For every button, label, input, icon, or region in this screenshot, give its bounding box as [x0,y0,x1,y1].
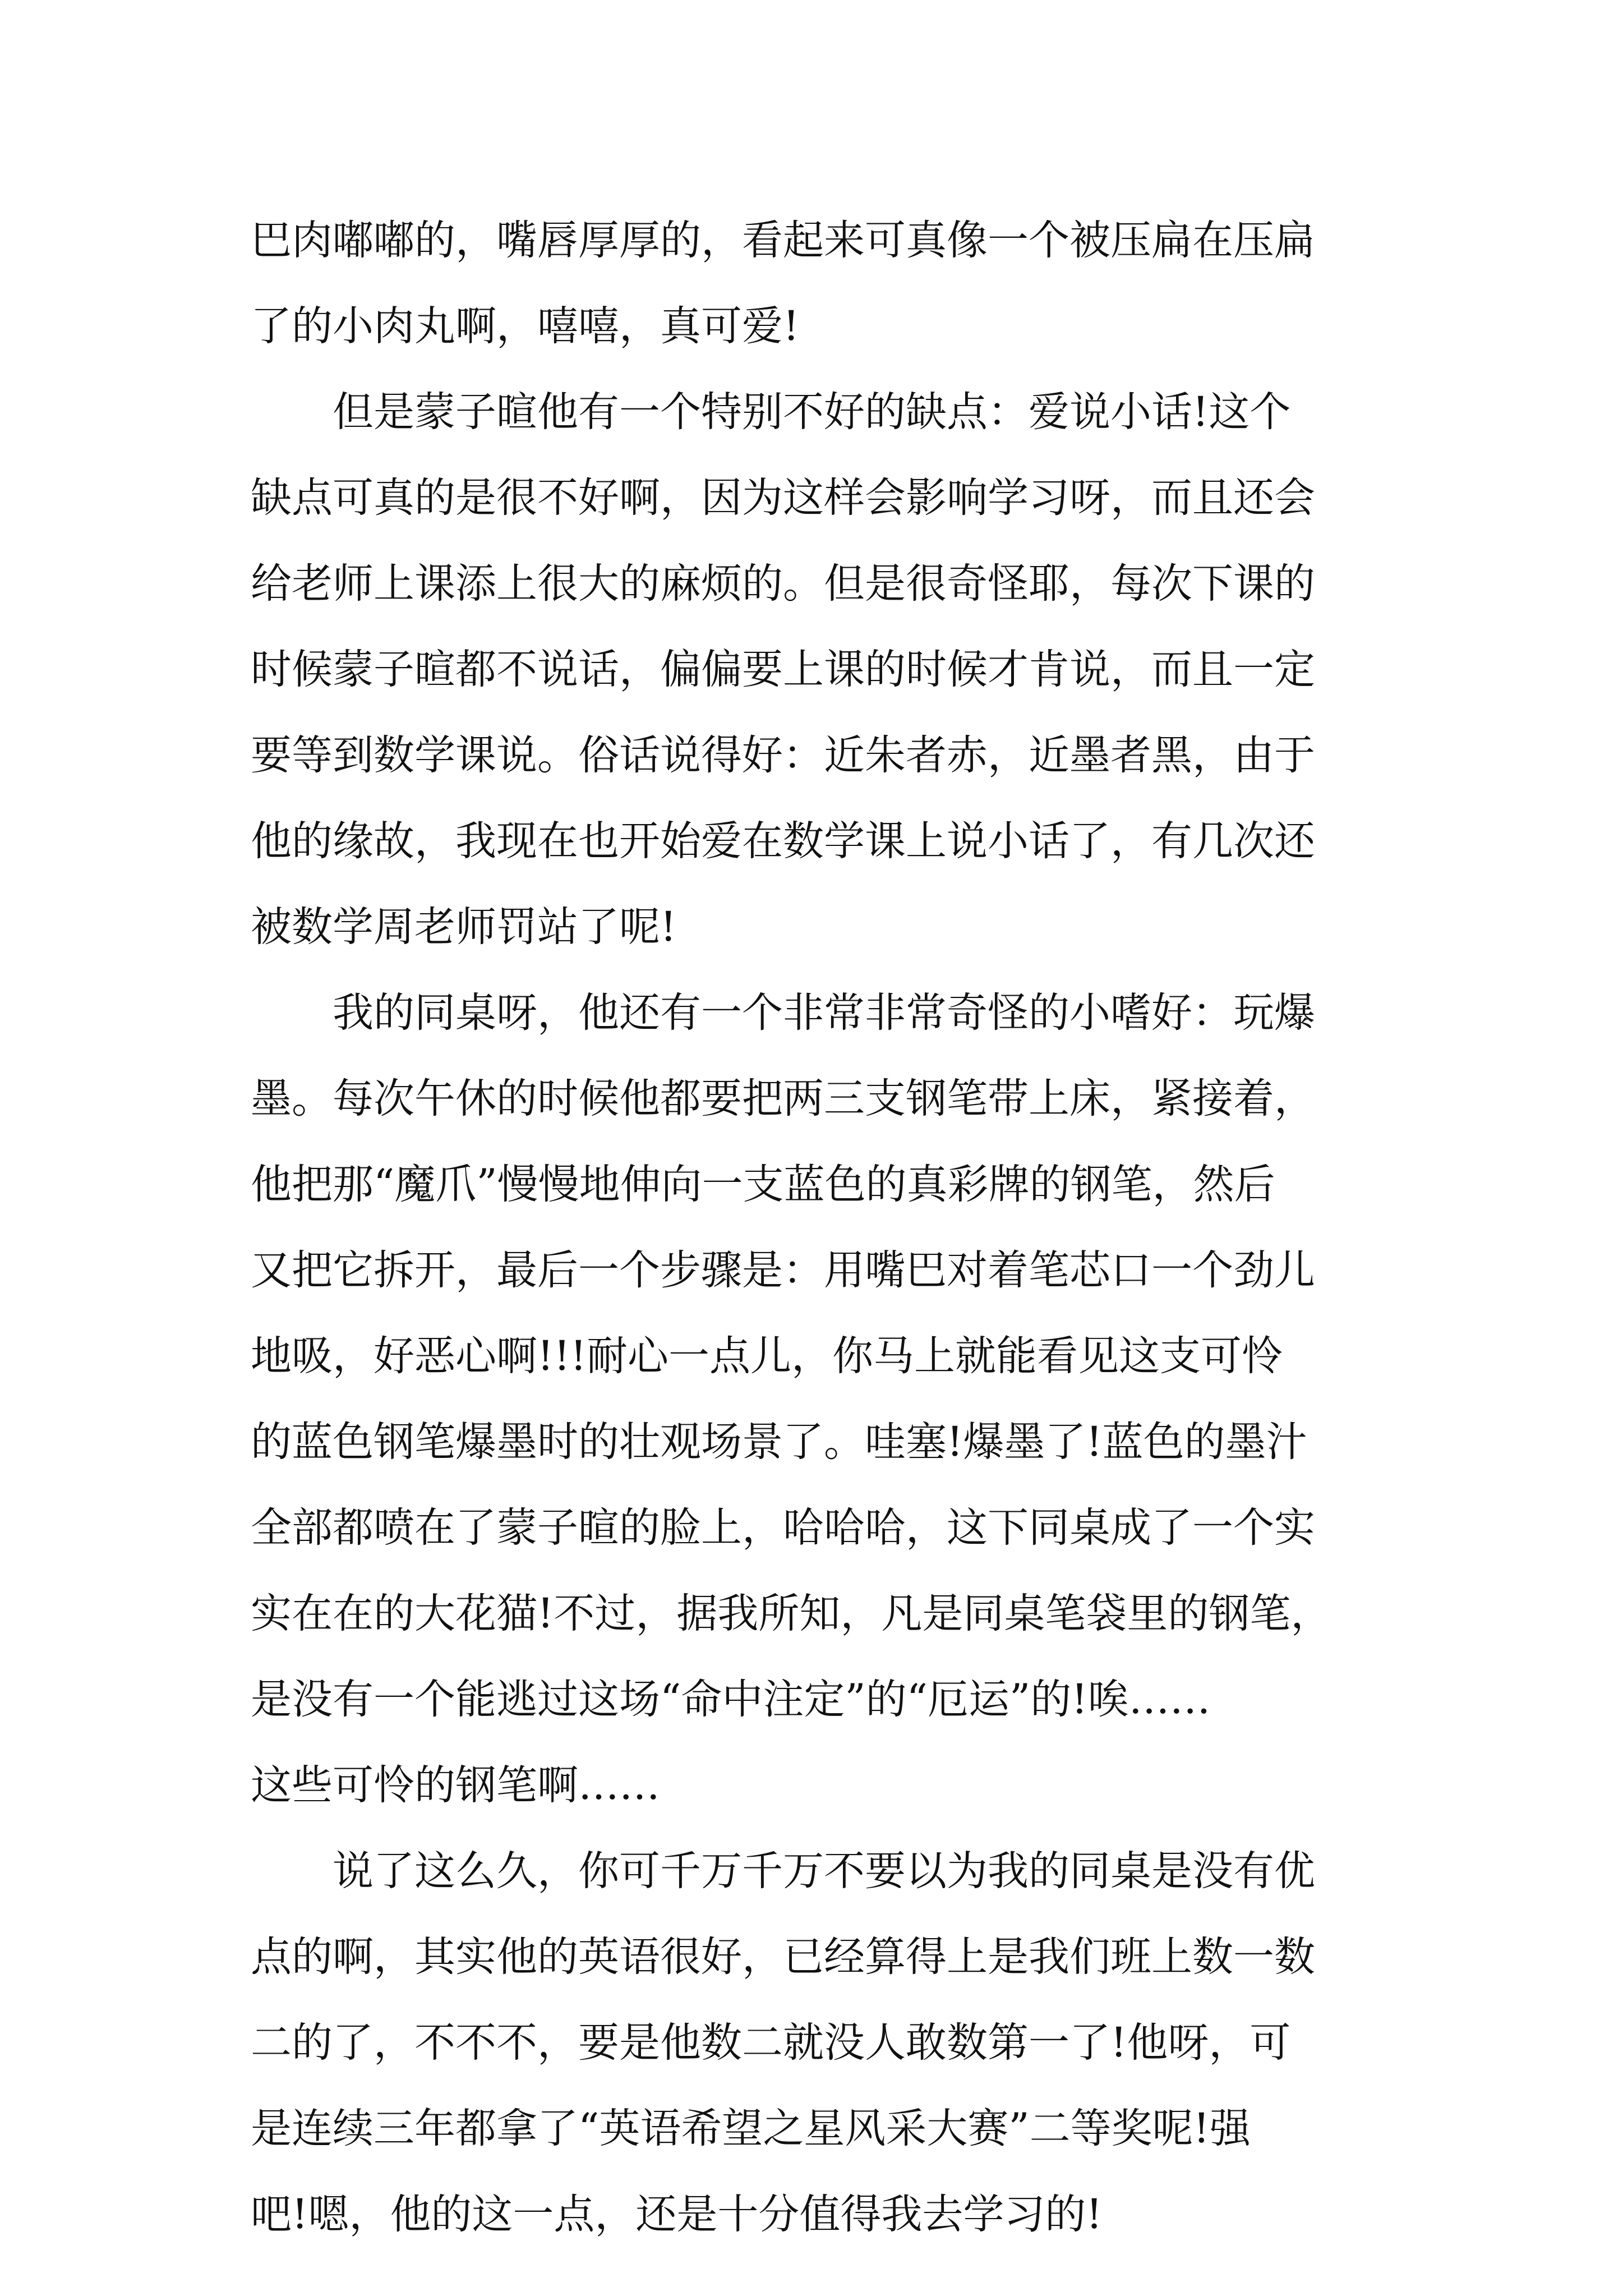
text-line: 给老师上课添上很大的麻烦的。但是很奇怪耶，每次下课的 [251,560,1315,608]
text-line: 是连续三年都拿了“英语希望之星风采大赛”二等奖呢!强 [251,2105,1251,2152]
text-line: 吧!嗯，他的这一点，还是十分值得我去学习的! [251,2191,1103,2238]
text-line: 点的啊，其实他的英语很好，已经算得上是我们班上数一数 [251,1933,1315,1981]
text-line: 的蓝色钢笔爆墨时的壮观场景了。哇塞!爆墨了!蓝色的墨汁 [251,1418,1307,1466]
paragraph [251,1828,1395,2257]
text-line: 了的小肉丸啊，嘻嘻，真可爱! [251,302,800,350]
text-line: 他的缘故，我现在也开始爱在数学课上说小话了，有几次还 [251,817,1315,865]
text-line: 他把那“魔爪”慢慢地伸向一支蓝色的真彩牌的钢笔，然后 [251,1161,1275,1208]
text-line: 巴肉嘟嘟的，嘴唇厚厚的，看起来可真像一个被压扁在压扁 [251,217,1315,264]
text-line: 地吸，好恶心啊!!!耐心一点儿，你马上就能看见这支可怜 [251,1332,1283,1380]
text-line: 墨。每次午休的时候他都要把两三支钢笔带上床，紧接着， [251,1075,1315,1122]
text-line: 全部都喷在了蒙子暄的脸上，哈哈哈，这下同桌成了一个实 [251,1504,1315,1552]
text-line: 但是蒙子暄他有一个特别不好的缺点：爱说小话!这个 [251,388,1291,436]
text-line: 二的了，不不不，要是他数二就没人敢数第一了!他呀，可 [251,2019,1291,2067]
text-line: 说了这么久，你可千万千万不要以为我的同桌是没有优 [251,1847,1315,1895]
body-text [251,197,1395,2257]
text-line: 时候蒙子暄都不说话，偏偏要上课的时候才肯说，而且一定 [251,646,1315,693]
text-line: 缺点可真的是很不好啊，因为这样会影响学习呀，而且还会 [251,474,1315,522]
text-line: 我的同桌呀，他还有一个非常非常奇怪的小嗜好：玩爆 [251,989,1315,1037]
paragraph [251,369,1395,970]
text-line: 是没有一个能逃过这场“命中注定”的“厄运”的!唉…… [251,1676,1211,1723]
text-line: 被数学周老师罚站了呢! [251,903,677,951]
text-line: 这些可怜的钢笔啊…… [251,1761,660,1809]
paragraph [251,197,1395,369]
paragraph [251,970,1395,1828]
text-line: 要等到数学课说。俗话说得好：近朱者赤，近墨者黑，由于 [251,731,1315,779]
text-line: 实在在的大花猫!不过，据我所知，凡是同桌笔袋里的钢笔， [251,1590,1332,1637]
text-line: 又把它拆开，最后一个步骤是：用嘴巴对着笔芯口一个劲儿 [251,1246,1315,1294]
